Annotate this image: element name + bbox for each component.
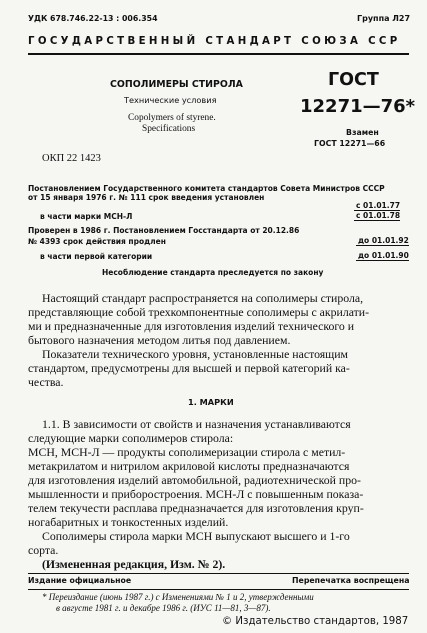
legal-notice: Несоблюдение стандарта преследуется по закону bbox=[102, 268, 324, 277]
gost-label: ГОСТ bbox=[328, 70, 379, 90]
doc-title: СОПОЛИМЕРЫ СТИРОЛА bbox=[110, 79, 243, 90]
edition-label: Издание официальное bbox=[28, 576, 132, 585]
decree-line: № 4393 срок действия продлен bbox=[28, 237, 166, 246]
group-code: Группа Л27 bbox=[357, 14, 411, 23]
decree-date: до 01.01.92 bbox=[358, 236, 409, 245]
body-line: ногабаритных и тонкостенных изделий. bbox=[28, 515, 229, 529]
body-line: бытового назначения методом литья под давлением. bbox=[28, 333, 291, 347]
gost-number: 12271—76* bbox=[300, 96, 416, 117]
body-line: Сополимеры стирола марки МСН выпускают высшего и 1-го bbox=[42, 529, 350, 543]
decree-line: в части первой категории bbox=[40, 252, 153, 261]
body-line: сорта. bbox=[28, 543, 59, 557]
body-line: стандартом, предусмотрены для высшей и первой категорий ка- bbox=[28, 361, 350, 375]
okp-code: ОКП 22 1423 bbox=[42, 153, 101, 164]
decree-line: от 15 января 1976 г. № 111 срок введения установлен bbox=[28, 193, 265, 202]
body-line: Показатели технического уровня, установленные настоящим bbox=[42, 347, 349, 361]
doc-subtitle: Технические условия bbox=[124, 95, 217, 105]
body-line: мышленности и приборостроения. МСН-Л с повышенным показа- bbox=[28, 487, 364, 501]
body-line: МСН, МСН-Л — продукты сополимеризации стирола с метил- bbox=[28, 445, 346, 459]
body-line: телем текучести расплава предназначается для изготовления круп- bbox=[28, 501, 364, 515]
replaces-label: Взамен bbox=[346, 128, 379, 137]
doc-title-en: Copolymers of styrene. bbox=[128, 113, 216, 123]
banner-rule bbox=[28, 53, 409, 55]
decree-line: Постановлением Государственного комитета стандартов Совета Министров СССР bbox=[28, 184, 385, 193]
footnote-line: * Переиздание (июнь 1987 г.) с Изменениями № 1 и 2, утвержденными bbox=[42, 592, 314, 602]
amendment-note: (Измененная редакция, Изм. № 2). bbox=[42, 557, 226, 571]
footer-rule-top bbox=[28, 573, 409, 574]
decree-line: Проверен в 1986 г. Постановлением Госстандарта от 20.12.86 bbox=[28, 226, 300, 235]
doc-subtitle-en: Specifications bbox=[142, 124, 196, 134]
body-line: ми и предназначенные для изготовления изделий технического и bbox=[28, 319, 355, 333]
reprint-label: Перепечатка воспрещена bbox=[292, 576, 410, 585]
decree-date: с 01.01.77 bbox=[356, 201, 401, 210]
body-line: следующие марки сополимеров стирола: bbox=[28, 431, 234, 445]
section-heading: 1. МАРКИ bbox=[188, 397, 234, 407]
replaces-value: ГОСТ 12271—66 bbox=[314, 139, 386, 148]
body-line: 1.1. В зависимости от свойств и назначения устанавливаются bbox=[42, 417, 351, 431]
body-line: метакрилатом и нитрилом акриловой кислоты предназначаются bbox=[28, 459, 350, 473]
body-line: Настоящий стандарт распространяется на сополимеры стирола, bbox=[42, 291, 364, 305]
body-line: представляющие собой трехкомпонентные сополимеры с акрилати- bbox=[28, 305, 370, 319]
decree-date: до 01.01.90 bbox=[358, 251, 409, 260]
udk-code: УДК 678.746.22-13 : 006.354 bbox=[28, 14, 158, 23]
copyright: © Издательство стандартов, 1987 bbox=[222, 616, 409, 627]
body-line: для изготовления изделий автомобильной, радиотехнической про- bbox=[28, 473, 361, 487]
body-line: чества. bbox=[28, 375, 64, 389]
footer-rule-bottom bbox=[28, 589, 409, 590]
decree-date: с 01.01.78 bbox=[356, 211, 401, 220]
org-banner: ГОСУДАРСТВЕННЫЙ СТАНДАРТ СОЮЗА ССР bbox=[28, 36, 401, 47]
decree-line: в части марки МСН-Л bbox=[40, 212, 133, 221]
footnote-line: в августе 1981 г. и декабре 1986 г. (ИУС 11—81, 3—87). bbox=[56, 603, 271, 613]
